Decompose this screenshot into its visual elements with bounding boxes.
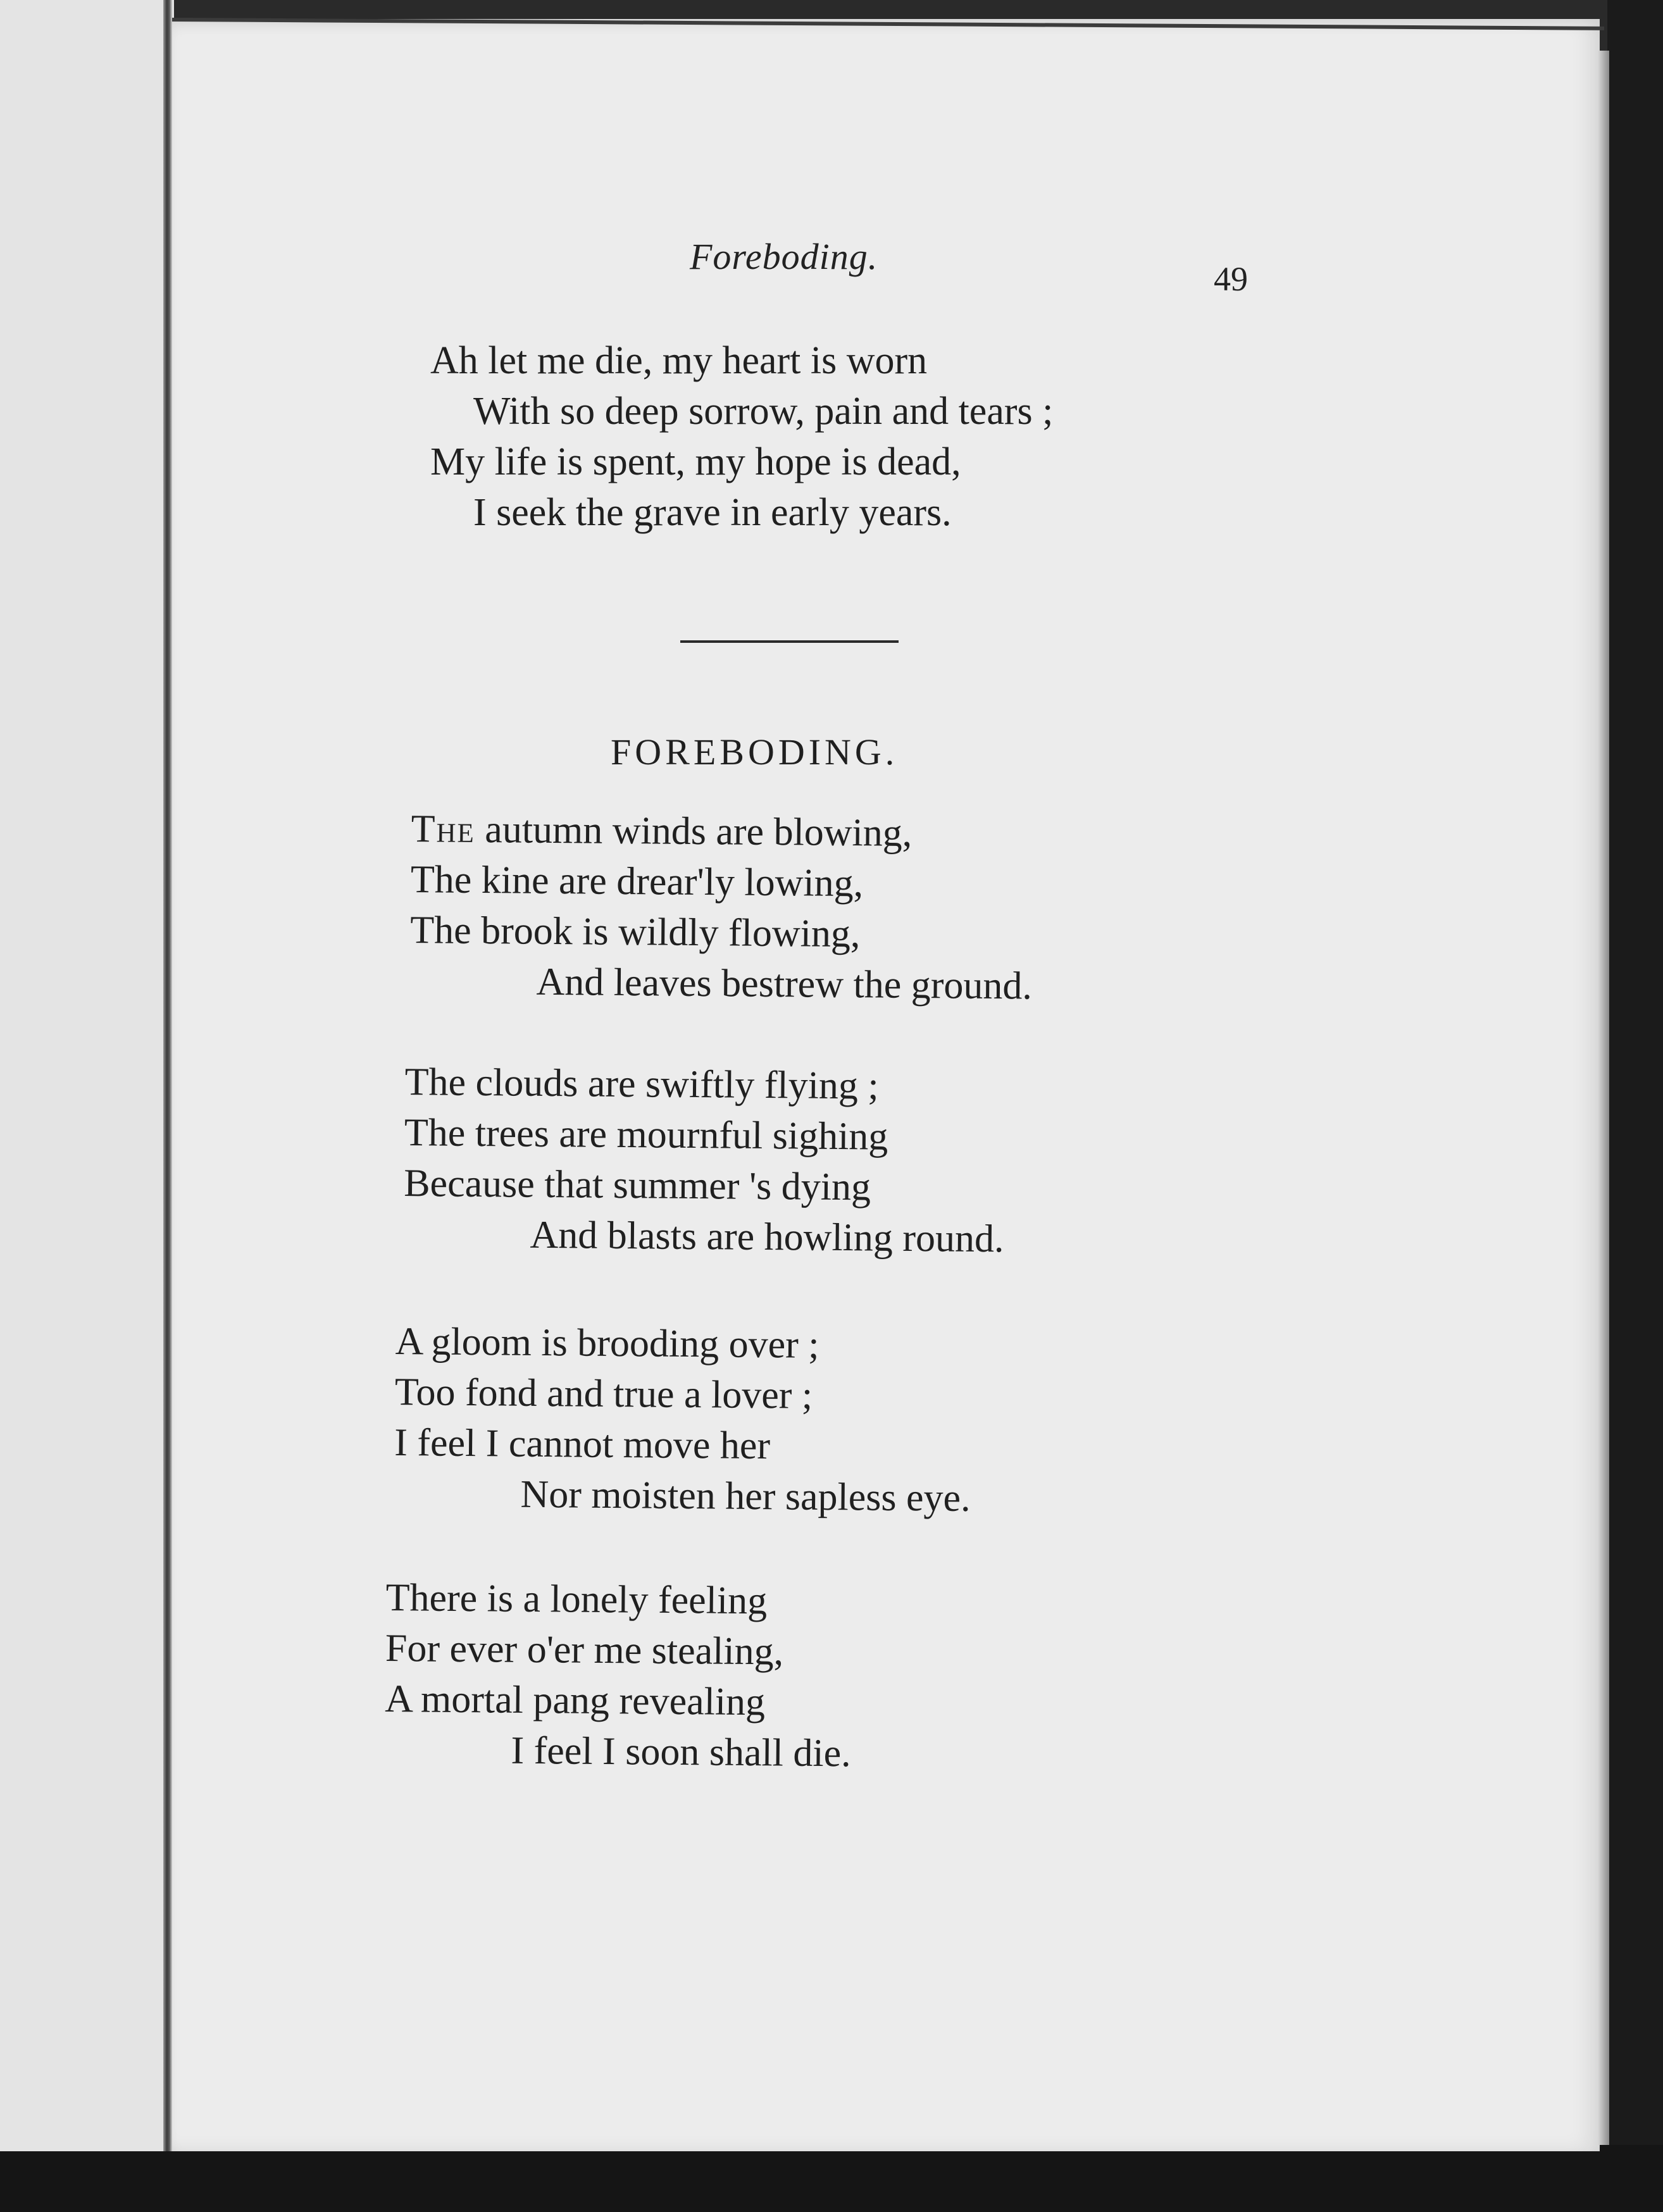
page-right-edge [1598, 51, 1609, 2145]
verse-line: I feel I soon shall die. [511, 1729, 851, 1775]
stanza-3 [394, 1316, 972, 1524]
verse-line: Ah let me die, my heart is worn [430, 339, 928, 382]
verse-line: I feel I cannot move her [394, 1420, 771, 1468]
verse-line: The clouds are swiftly flying ; [404, 1060, 879, 1108]
verse-line: My life is spent, my hope is dead, [430, 440, 961, 483]
verse-line: Too fond and true a lover ; [394, 1370, 813, 1417]
verse-line: A mortal pang revealing [384, 1677, 766, 1724]
verse-line: For ever o'er me stealing, [385, 1626, 784, 1674]
verse-line: Nor moisten her sapless eye. [520, 1472, 971, 1520]
page-number: 49 [1214, 260, 1248, 298]
scan-background-bottom [0, 2145, 1663, 2212]
verse-line: The kine are drear'ly lowing, [410, 857, 864, 905]
verse-line: A gloom is brooding over ; [395, 1319, 819, 1367]
verse-line: With so deep sorrow, pain and tears ; [473, 390, 1054, 433]
scan-background-right [1607, 0, 1663, 2212]
book-gutter [163, 0, 172, 2151]
first-word-smallcaps: The [411, 807, 476, 851]
stanza-1 [409, 804, 1033, 1012]
verse-line [411, 804, 1033, 860]
verse-line: And blasts are howling round. [530, 1213, 1004, 1261]
verse-line-rest: autumn winds are blowing, [475, 807, 912, 855]
stanza-4 [384, 1572, 852, 1779]
section-divider-rule [680, 640, 899, 643]
verse-line: I seek the grave in early years. [473, 491, 952, 534]
prior-poem-stanza [430, 335, 1053, 538]
verse-line: There is a lonely feeling [385, 1575, 768, 1623]
verse-line: And leaves bestrew the ground. [536, 960, 1033, 1008]
verse-line: Because that summer 's dying [403, 1161, 871, 1209]
facing-page-edge [0, 0, 174, 2151]
verse-line: The brook is wildly flowing, [409, 908, 861, 956]
verse-line: The trees are mournful sighing [404, 1110, 888, 1159]
poem-title: FOREBODING. [611, 731, 899, 773]
stanza-2 [403, 1057, 1006, 1264]
running-head: Foreboding. [690, 236, 878, 277]
